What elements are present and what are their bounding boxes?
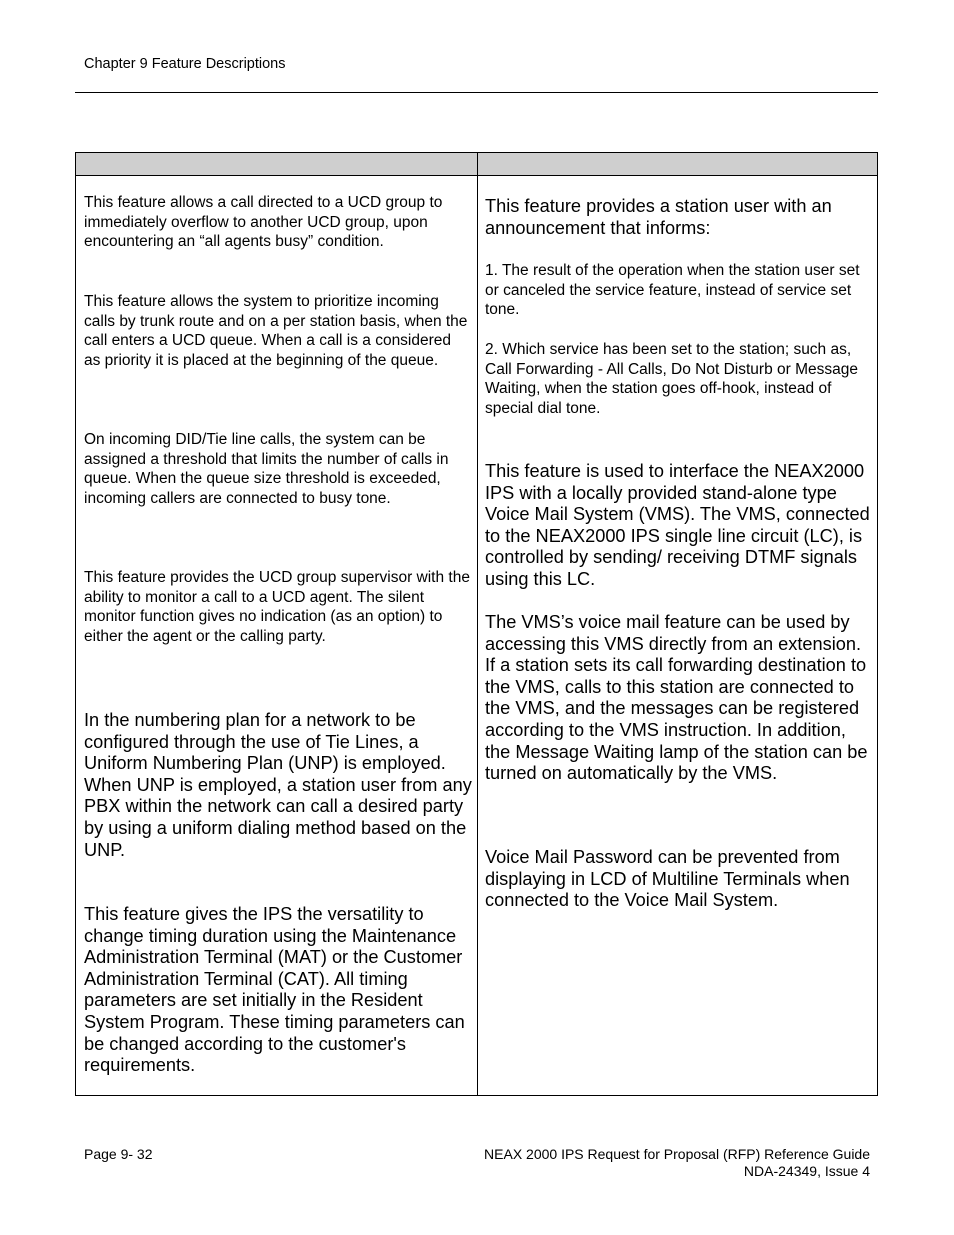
document-id: NDA-24349, Issue 4 — [743, 1163, 870, 1179]
right-paragraph-6: Voice Mail Password can be prevented from displaying in LCD of Multiline Terminals when connected to the Voice Mail System. — [485, 847, 850, 911]
column-divider — [477, 153, 478, 1095]
right-paragraph-1: This feature provides a station user with an announcement that informs: — [485, 196, 832, 238]
right-paragraph-5: The VMS’s voice mail feature can be used by accessing this VMS directly from an extension. If a station sets its call forwarding destination to the VMS, calls to this station are connected to the VMS, and the messages can be registered according to the VMS instruction. In addition, the Message Waiting lamp of the station can be turned on automatically by the VMS. — [485, 612, 868, 784]
left-paragraph-5: In the numbering plan for a network to be configured through the use of Tie Lines, a Uniform Numbering Plan (UNP) is employed. When UNP is employed, a station user from any PBX within the network can call a desired party by using a uniform dialing method based on the UNP. — [84, 710, 472, 860]
right-paragraph-4: This feature is used to interface the NEAX2000 IPS with a locally provided stand-alone type Voice Mail System (VMS). The VMS, connected to the NEAX2000 IPS single line circuit (LC), is controlled by sending/ receiving DTMF signals using this LC. — [485, 461, 870, 589]
right-paragraph-3: 2. Which service has been set to the station; such as, Call Forwarding - All Calls, Do Not Disturb or Message Waiting, when the station goes off-hook, instead of special dial tone. — [485, 341, 858, 418]
page-number: Page 9- 32 — [84, 1146, 153, 1162]
left-paragraph-6: This feature gives the IPS the versatility to change timing duration using the Maintenance Administration Terminal (MAT) or the Customer Administration Terminal (CAT). All timing parameters are set initially in the Resident System Program. These timing parameters can be changed according to the customer's requirements. — [84, 904, 465, 1076]
chapter-header: Chapter 9 Feature Descriptions — [84, 56, 286, 72]
document-title: NEAX 2000 IPS Request for Proposal (RFP) Reference Guide — [484, 1146, 870, 1162]
left-paragraph-4: This feature provides the UCD group supervisor with the ability to monitor a call to a UCD agent. The silent monitor function gives no indication (as an option) to either the agent or the calling party. — [84, 569, 470, 646]
footer-title-block — [484, 1146, 870, 1180]
header-divider — [75, 92, 878, 93]
right-paragraph-2: 1. The result of the operation when the station user set or canceled the service feature, instead of service set tone. — [485, 262, 860, 319]
left-paragraph-1: This feature allows a call directed to a UCD group to immediately overflow to another UCD group, upon encountering an “all agents busy” condition. — [84, 194, 443, 251]
left-paragraph-2: This feature allows the system to prioritize incoming calls by trunk route and on a per station basis, when the call enters a UCD queue. When a call is a considered as priority it is placed at the beginning of the queue. — [84, 293, 468, 370]
left-paragraph-3: On incoming DID/Tie line calls, the system can be assigned a threshold that limits the number of calls in queue. When the queue size threshold is exceeded, incoming callers are connected to busy tone. — [84, 431, 449, 508]
feature-table — [75, 152, 878, 1096]
